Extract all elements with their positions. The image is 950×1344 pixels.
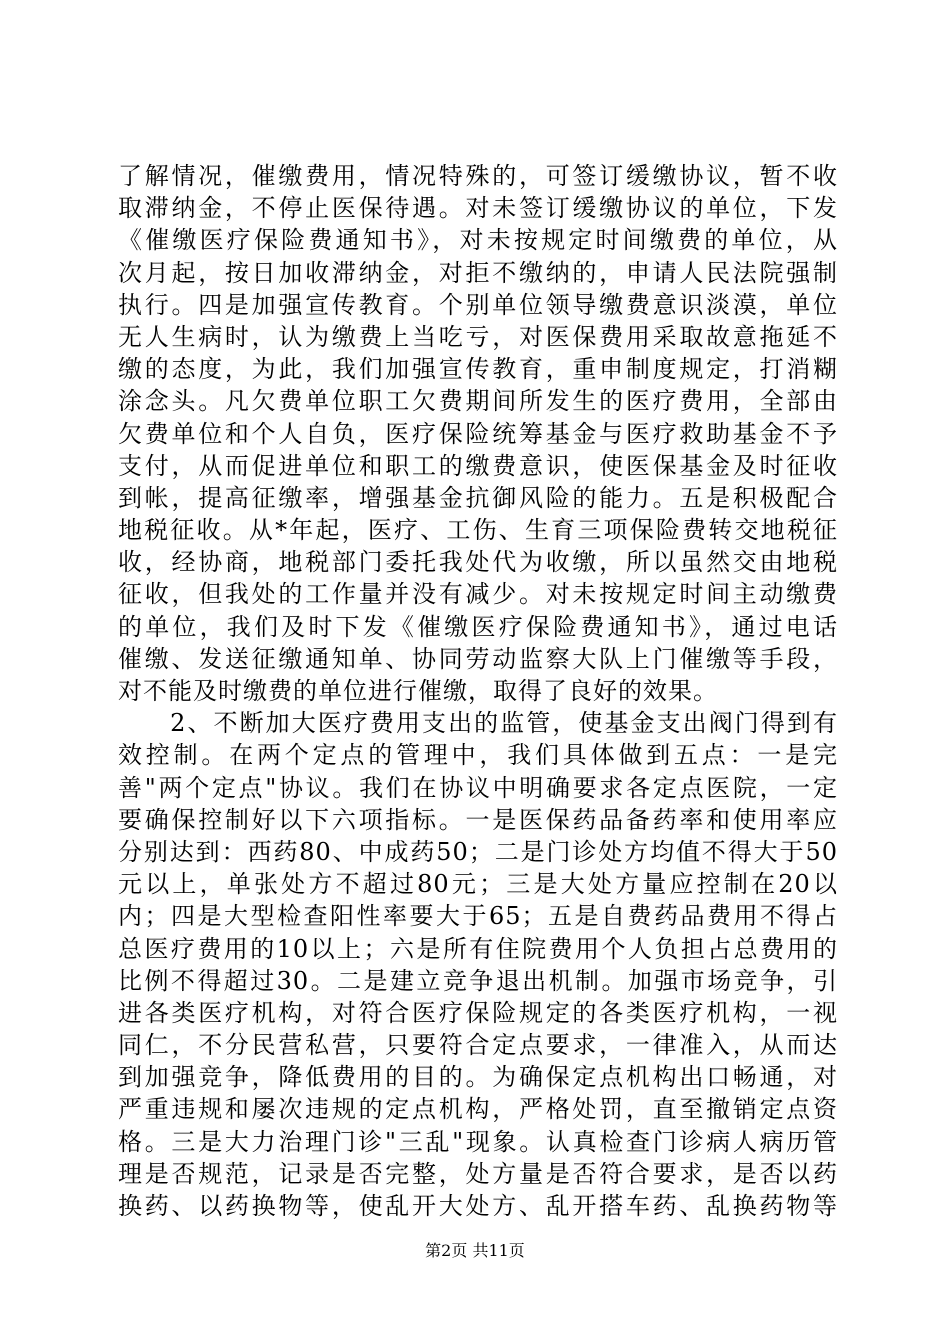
text-line: 严重违规和屡次违规的定点机构，严格处罚，直至撤销定点资 bbox=[118, 1095, 838, 1124]
text-line: 到加强竞争，降低费用的目的。为确保定点机构出口畅通，对 bbox=[118, 1063, 838, 1092]
body-text bbox=[118, 160, 838, 1222]
text-line: 到帐，提高征缴率，增强基金抗御风险的能力。五是积极配合 bbox=[118, 483, 838, 512]
text-line: 次月起，按日加收滞纳金，对拒不缴纳的，申请人民法院强制 bbox=[118, 258, 838, 287]
text-line: 比例不得超过30。二是建立竞争退出机制。加强市场竞争，引 bbox=[118, 966, 838, 995]
text-line: 善"两个定点"协议。我们在协议中明确要求各定点医院，一定 bbox=[118, 773, 838, 802]
text-line: 进各类医疗机构，对符合医疗保险规定的各类医疗机构，一视 bbox=[118, 998, 838, 1027]
text-line: 理是否规范，记录是否完整，处方量是否符合要求，是否以药 bbox=[118, 1159, 838, 1188]
text-line: 地税征收。从*年起，医疗、工伤、生育三项保险费转交地税征 bbox=[118, 516, 838, 545]
text-line: 对不能及时缴费的单位进行催缴，取得了良好的效果。 bbox=[118, 677, 718, 705]
text-line: 格。三是大力治理门诊"三乱"现象。认真检查门诊病人病历管 bbox=[118, 1127, 838, 1156]
text-line: 内；四是大型检查阳性率要大于65；五是自费药品费用不得占 bbox=[118, 902, 838, 931]
text-line: 涂念头。凡欠费单位职工欠费期间所发生的医疗费用，全部由 bbox=[118, 387, 838, 416]
text-line: 支付，从而促进单位和职工的缴费意识，使医保基金及时征收 bbox=[118, 451, 838, 480]
text-line: 取滞纳金，不停止医保待遇。对未签订缓缴协议的单位，下发 bbox=[118, 194, 838, 223]
text-line: 征收，但我处的工作量并没有减少。对未按规定时间主动缴费 bbox=[118, 580, 838, 609]
text-line: 换药、以药换物等，使乱开大处方、乱开搭车药、乱换药物等 bbox=[118, 1192, 838, 1220]
text-line: 无人生病时，认为缴费上当吃亏，对医保费用采取故意拖延不 bbox=[118, 322, 838, 351]
text-line: 收，经协商，地税部门委托我处代为收缴，所以虽然交由地税 bbox=[118, 548, 838, 577]
text-line: 执行。四是加强宣传教育。个别单位领导缴费意识淡漠，单位 bbox=[118, 290, 838, 319]
text-line: 缴的态度，为此，我们加强宣传教育，重申制度规定，打消糊 bbox=[118, 355, 838, 384]
text-line: 分别达到：西药80、中成药50；二是门诊处方均值不得大于50 bbox=[118, 837, 838, 866]
text-line: 总医疗费用的10以上；六是所有住院费用个人负担占总费用的 bbox=[118, 934, 838, 963]
text-line: 同仁，不分民营私营，只要符合定点要求，一律准入，从而达 bbox=[118, 1031, 838, 1060]
text-line: 效控制。在两个定点的管理中，我们具体做到五点：一是完 bbox=[118, 741, 838, 770]
text-line: 元以上，单张处方不超过80元；三是大处方量应控制在20以 bbox=[118, 870, 838, 899]
text-line: 欠费单位和个人自负，医疗保险统筹基金与医疗救助基金不予 bbox=[118, 419, 838, 448]
page-number-footer: 第2页 共11页 bbox=[425, 1241, 525, 1260]
text-line: 2、不断加大医疗费用支出的监管，使基金支出阀门得到有 bbox=[118, 709, 838, 738]
text-line: 催缴、发送征缴通知单、协同劳动监察大队上门催缴等手段， bbox=[118, 644, 838, 673]
text-line: 的单位，我们及时下发《催缴医疗保险费通知书》，通过电话 bbox=[118, 612, 838, 641]
text-line: 《催缴医疗保险费通知书》，对未按规定时间缴费的单位，从 bbox=[118, 226, 838, 255]
text-line: 了解情况，催缴费用，情况特殊的，可签订缓缴协议，暂不收 bbox=[118, 162, 838, 190]
text-line: 要确保控制好以下六项指标。一是医保药品备药率和使用率应 bbox=[118, 805, 838, 834]
